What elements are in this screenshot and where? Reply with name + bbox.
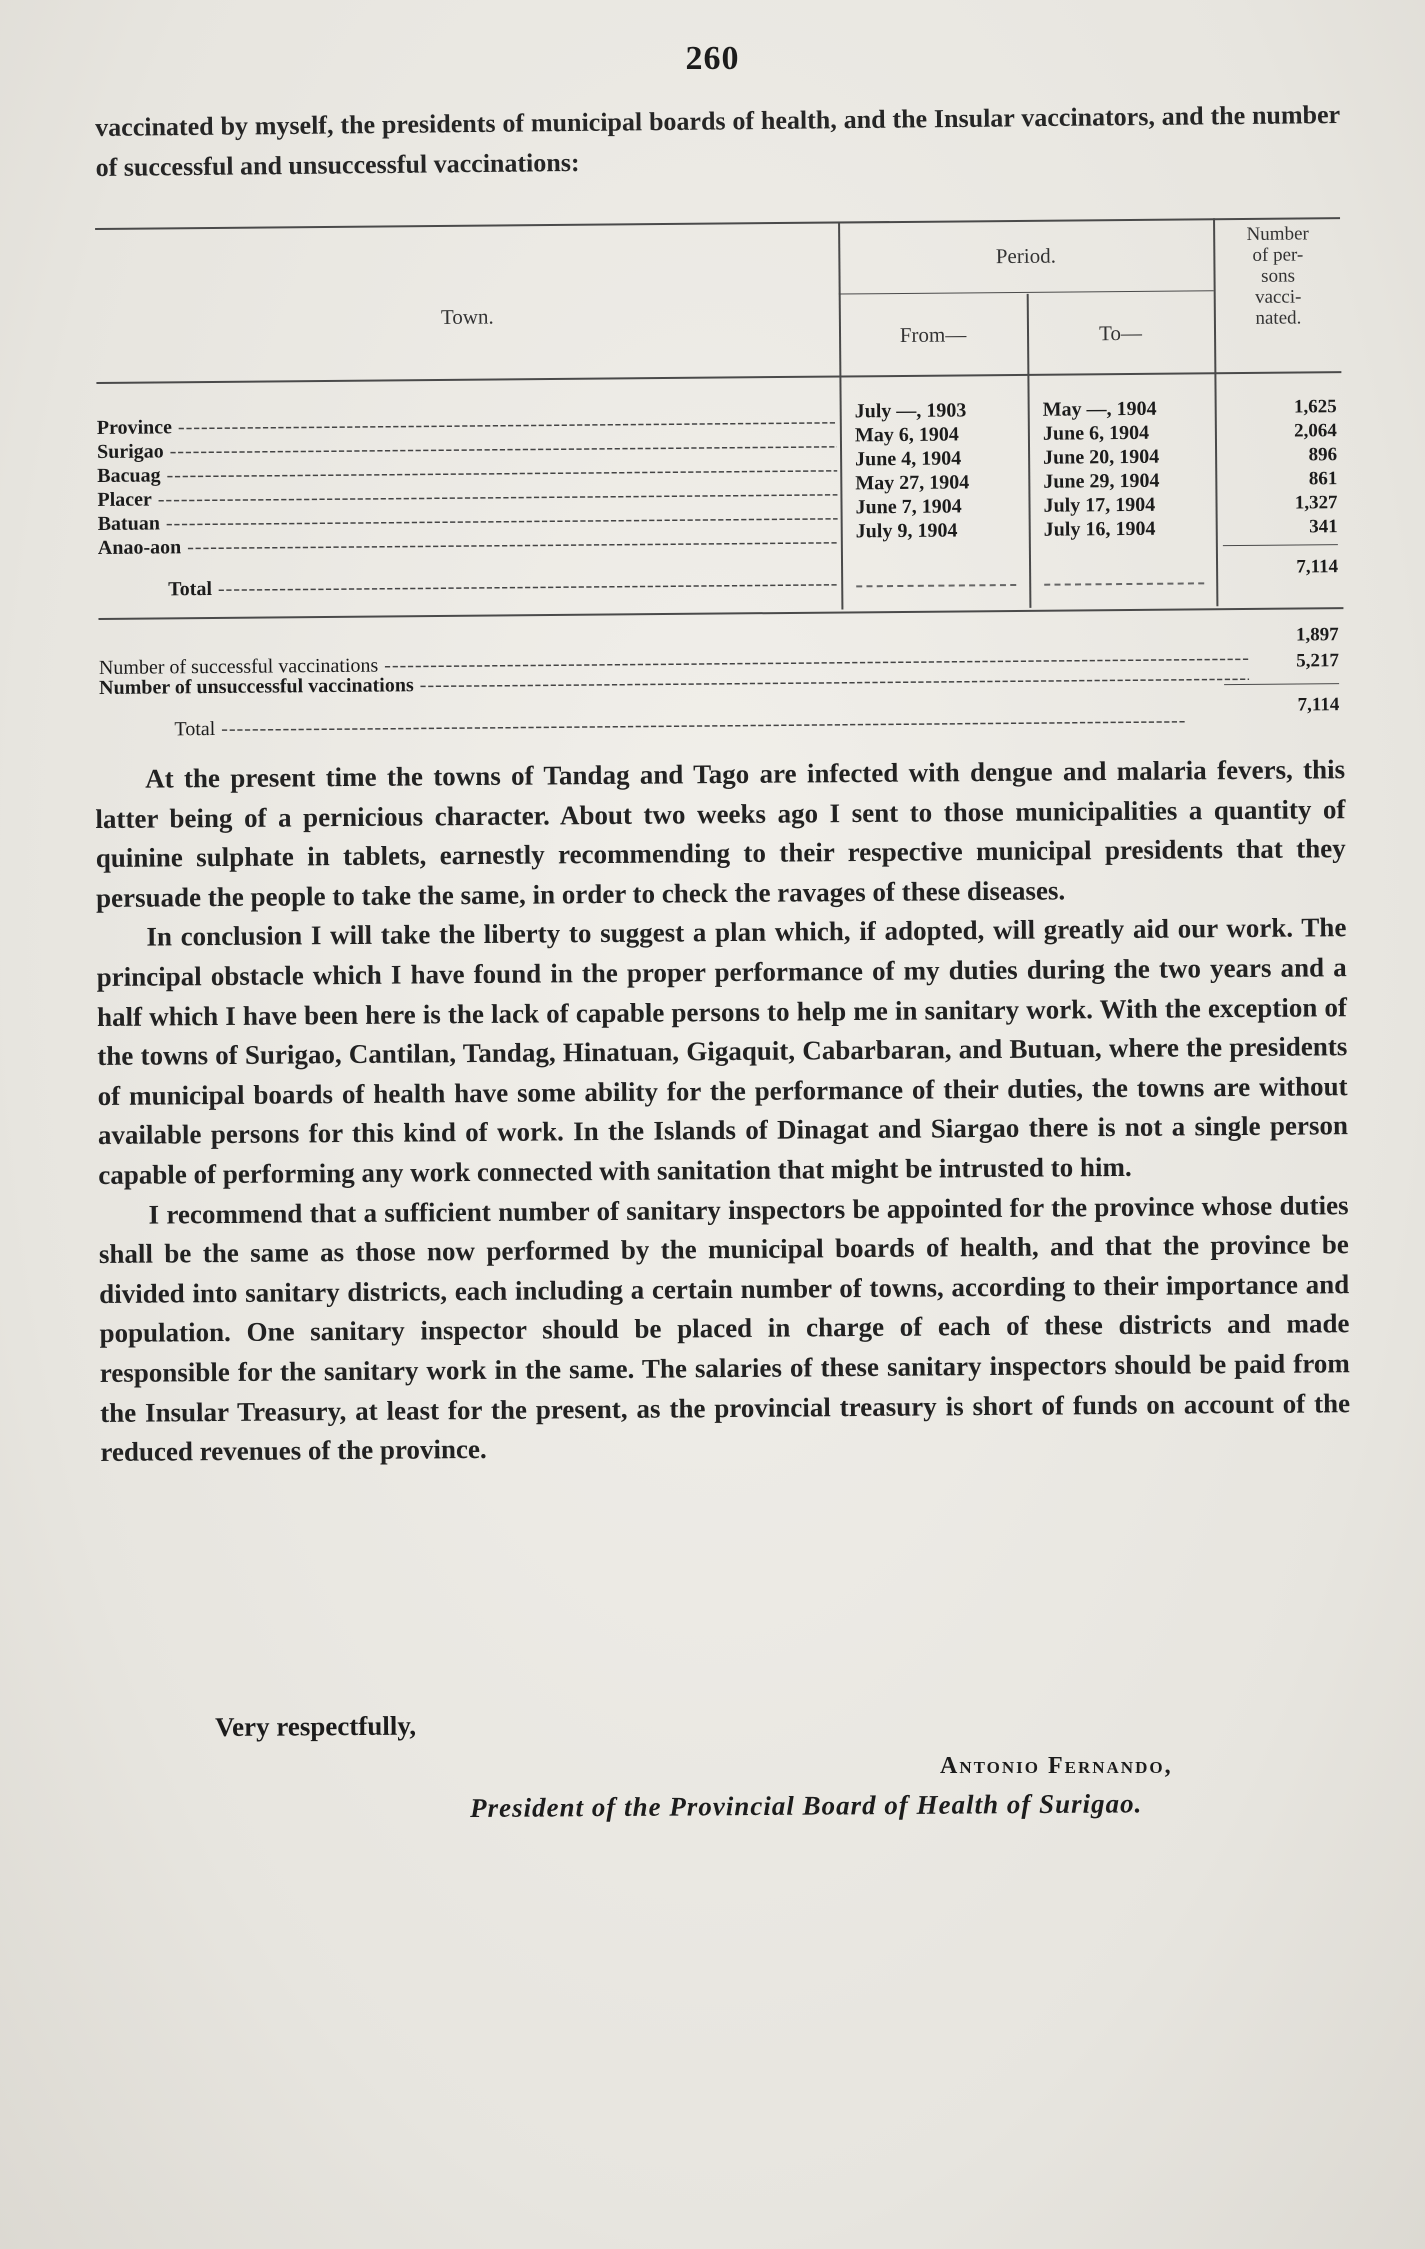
number-cell: 861 [1308,468,1338,490]
header-number-line: vacci- [1254,286,1302,308]
town-cell: Batuan ----- [98,506,838,536]
number-cell: 2,064 [1294,420,1337,442]
total-value: 7,114 [1296,556,1339,578]
page-number: 260 [685,40,740,77]
number-cell: 1,625 [1293,396,1337,418]
unsuccessful-label: Number of unsuccessful vaccinations ----- [99,666,1249,700]
town-cell: Bacuag ----- [97,458,837,488]
number-cell: 1,327 [1294,492,1338,514]
summary-sum-rule [1224,683,1339,685]
header-number-vaccinated [1215,223,1341,329]
from-total-dash [856,584,1016,587]
header-to: To— [1098,320,1143,346]
town-cell: Surigao ----- [97,434,837,464]
table-bottom-rule [98,607,1343,620]
table-top-rule [95,217,1340,230]
to-cell: May —, 1904 [1042,397,1157,421]
vaccination-table [95,209,1340,741]
from-cell: June 4, 1904 [855,447,962,471]
paragraph-conclusion: In conclusion I will take the liberty to suggest a plan which, if adopted, will greatly aid our work. The principal obstacle which I have found in the proper performance of my duties during the two years and a half which I have been here is the lack of capable persons to help me in sanitary work. With the exception of the towns of Surigao, Cantilan, Tandag, Hinatuan, Gigaquit, Cabarbaran, and Butuan, where the presidents of municipal boards of health have some ability for the performance of their duties, the towns are without available persons for this kind of work. In the Islands of Dinagat and Siargao there is not a single person capable of performing any work connected with sanitation that might be intrusted to him. [96,912,1349,1190]
from-cell: July 9, 1904 [855,519,958,543]
signer-title: President of the Provincial Board of Health of Surigao. [470,1788,1143,1823]
summary-total-value: 7,114 [1297,694,1340,716]
header-period: Period. [995,243,1056,269]
header-number-line: Number [1246,223,1309,245]
header-number-line: of per- [1252,244,1304,266]
to-cell: June 29, 1904 [1043,469,1160,493]
intro-paragraph: vaccinated by myself, the presidents of municipal boards of health, and the Insular vaccinators, and the number of successful and unsuccessful vaccinations: [95,99,1341,182]
to-cell: July 17, 1904 [1043,493,1156,517]
summary-total-label: Total ----- [99,708,1249,742]
intro-text [95,95,1341,188]
town-cell: Province ----- [97,410,837,440]
unsuccessful-value: 5,217 [1296,650,1339,672]
body-text [95,750,1351,1472]
successful-label: Number of successful vaccinations ----- [99,646,1249,680]
town-cell: Placer ----- [97,482,837,512]
header-from: From— [899,322,967,347]
to-total-dash [1044,582,1204,585]
from-cell: July —, 1903 [854,399,967,423]
number-cell: 896 [1308,444,1338,466]
table-divider-town [838,221,843,609]
from-cell: May 6, 1904 [854,423,959,447]
number-cell: 341 [1309,516,1338,538]
successful-value: 1,897 [1295,624,1339,646]
header-number-line: sons [1261,265,1296,287]
to-cell: June 6, 1904 [1042,421,1150,445]
header-town: Town. [440,304,494,329]
total-label: Total ----- [98,572,838,602]
signer-name: Antonio Fernando, [940,1753,1173,1779]
paragraph-fevers: At the present time the towns of Tandag and Tago are infected with dengue and malaria fevers, this latter being of a pernicious character. About two weeks ago I sent to those municipalities a quantity of quinine sulphate in tablets, earnestly recommending to their respective municipal presidents that they persuade the people to take the same, in order to check the ravages of these diseases. [95,754,1346,913]
from-cell: June 7, 1904 [855,495,962,519]
header-number-line: nated. [1255,307,1302,329]
town-cell: Anao-aon ----- [98,530,838,560]
to-cell: July 16, 1904 [1043,517,1156,541]
table-header-rule [96,371,1341,384]
paragraph-recommendation: I recommend that a sufficient number of sanitary inspectors be appointed for the province whose duties shall be the same as those now performed by the municipal boards of health, and that the province be divided into sanitary districts, each including a certain number of towns, according to their importance and population. One sanitary inspector should be placed in charge of each of these districts and made responsible for the sanitary work in the same. The salaries of these sanitary inspectors should be paid from the Insular Treasury, at least for the present, as the provincial treasury is short of funds on account of the reduced revenues of the province. [98,1189,1351,1468]
closing: Very respectfully, [215,1710,417,1742]
sum-rule [1223,544,1338,546]
to-cell: June 20, 1904 [1043,445,1160,469]
from-cell: May 27, 1904 [855,471,970,495]
